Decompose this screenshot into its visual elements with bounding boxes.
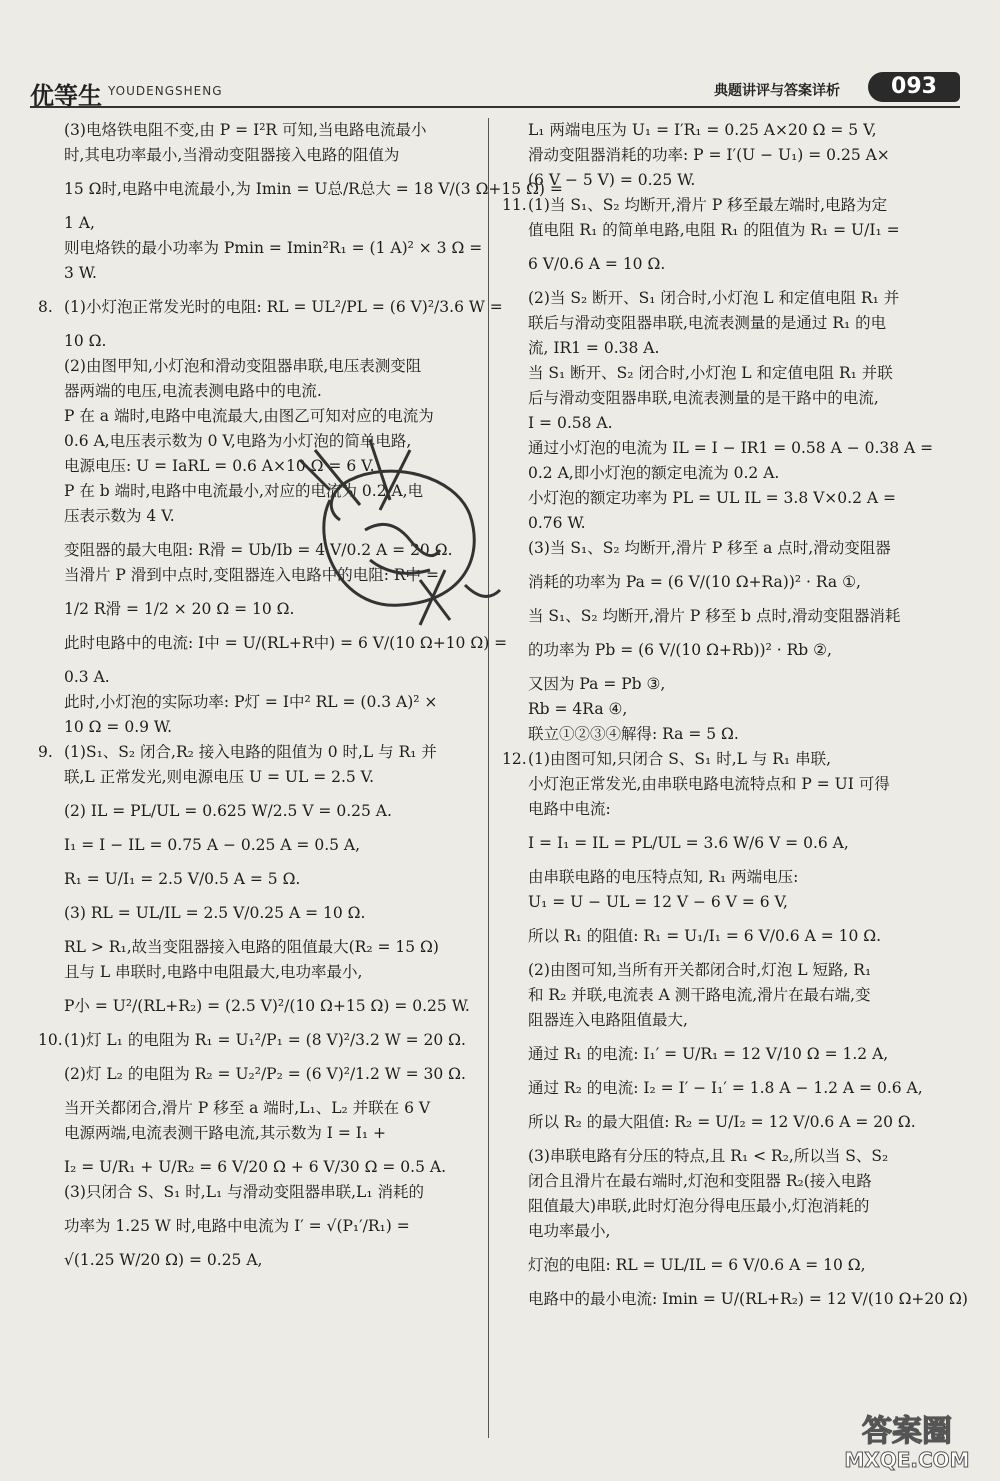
answer-line <box>38 236 483 261</box>
question-number: 9. <box>38 743 53 761</box>
answer-text: 消耗的功率为 Pa = (6 V/(10 Ω+Ra))² · Ra ①, <box>528 573 861 591</box>
answer-text: 灯泡的电阻: RL = UL/IL = 6 V/0.6 A = 10 Ω, <box>528 1256 866 1274</box>
answer-text: (2)当 S₂ 断开、S₁ 闭合时,小灯泡 L 和定值电阻 R₁ 并 <box>528 289 900 307</box>
answer-text: RL > R₁,故当变阻器接入电路的阻值最大(R₂ = 15 Ω) <box>64 938 439 956</box>
answer-text: I₁ = I − IL = 0.75 A − 0.25 A = 0.5 A, <box>64 836 361 854</box>
answer-text: 联,L 正常发光,则电源电压 U = UL = 2.5 V. <box>64 768 375 786</box>
answer-line <box>502 193 942 218</box>
answer-text: 联立①②③④解得: Ra = 5 Ω. <box>528 725 739 743</box>
answer-text: 滑动变阻器消耗的功率: P = I′(U − U₁) = 0.25 A× <box>528 146 890 164</box>
answer-line <box>502 747 942 772</box>
answer-line <box>502 1076 942 1101</box>
answer-line <box>502 486 942 511</box>
answer-line <box>502 411 942 436</box>
answer-text: 阻器连入电路阻值最大, <box>528 1011 688 1029</box>
answer-text: 0.6 A,电压表示数为 0 V,电路为小灯泡的简单电路, <box>64 432 412 450</box>
answer-text: 小灯泡的额定功率为 PL = UL IL = 3.8 V×0.2 A = <box>528 489 896 507</box>
answer-text: 功率为 1.25 W 时,电路中电流为 I′ = √(P₁′/R₁) = <box>64 1217 410 1235</box>
answer-line <box>502 672 942 697</box>
answer-text: 后与滑动变阻器串联,电流表测量的是干路中的电流, <box>528 389 879 407</box>
answer-line <box>502 1219 942 1244</box>
answer-text: 3 W. <box>64 264 97 282</box>
answer-text: 10 Ω = 0.9 W. <box>64 718 173 736</box>
answer-line <box>38 867 473 892</box>
answer-line <box>502 286 942 311</box>
answer-line <box>38 799 473 824</box>
answer-text: 通过小灯泡的电流为 IL = I − IR1 = 0.58 A − 0.38 A = <box>528 439 934 457</box>
answer-line <box>502 1253 942 1278</box>
answer-text: (3) RL = UL/IL = 2.5 V/0.25 A = 10 Ω. <box>64 904 366 922</box>
question-number: 11. <box>502 196 527 214</box>
answer-line <box>502 252 942 277</box>
answer-text: 此时,小灯泡的实际功率: P灯 = I中² RL = (0.3 A)² × <box>64 693 438 711</box>
answer-text: (2) IL = PL/UL = 0.625 W/2.5 V = 0.25 A. <box>64 802 392 820</box>
answer-text: P小 = U²/(RL+R₂) = (2.5 V)²/(10 Ω+15 Ω) = 0.25 W. <box>64 997 470 1015</box>
answer-text: 当开关都闭合,滑片 P 移至 a 端时,L₁、L₂ 并联在 6 V <box>64 1099 431 1117</box>
answer-text: (3)串联电路有分压的特点,且 R₁ < R₂,所以当 S、S₂ <box>528 1147 889 1165</box>
answer-line <box>502 1144 942 1169</box>
answer-line <box>502 436 942 461</box>
answer-text: (1)由图可知,只闭合 S、S₁ 时,L 与 R₁ 串联, <box>528 750 832 768</box>
brand-pinyin: YOUDENGSHENG <box>108 84 223 98</box>
answer-line <box>38 261 473 286</box>
answer-line <box>502 1042 942 1067</box>
answer-text: 变阻器的最大电阻: R滑 = Ub/Ib = 4 V/0.2 A = 20 Ω. <box>64 541 453 559</box>
answer-text: 电路中电流: <box>528 800 611 818</box>
answer-text: (2)灯 L₂ 的电阻为 R₂ = U₂²/P₂ = (6 V)²/1.2 W = 30 Ω. <box>64 1065 466 1083</box>
answer-line <box>502 1194 942 1219</box>
answer-text: I₂ = U/R₁ + U/R₂ = 6 V/20 Ω + 6 V/30 Ω = 0.5 A. <box>64 1158 446 1176</box>
answer-line <box>502 924 942 949</box>
answer-text: 0.76 W. <box>528 514 586 532</box>
brand-logo: 优等生 <box>30 82 102 110</box>
answer-line <box>38 740 473 765</box>
answer-line <box>38 354 473 379</box>
answer-line <box>502 536 942 561</box>
answer-text: 阻值最大)串联,此时灯泡分得电压最小,灯泡消耗的 <box>528 1197 870 1215</box>
answer-line <box>38 1248 473 1273</box>
answer-line <box>38 1121 473 1146</box>
answer-line <box>38 1028 473 1053</box>
section-title: 典题讲评与答案详析 <box>714 83 840 99</box>
question-number: 8. <box>38 298 53 316</box>
answer-text: R₁ = U/I₁ = 2.5 V/0.5 A = 5 Ω. <box>64 870 301 888</box>
answer-text: 的功率为 Pb = (6 V/(10 Ω+Rb))² · Rb ②, <box>528 641 832 659</box>
answer-line <box>38 118 473 143</box>
answer-text: (1)S₁、S₂ 闭合,R₂ 接入电路的阻值为 0 时,L 与 R₁ 并 <box>64 743 437 761</box>
answer-line <box>502 218 942 243</box>
answer-line <box>502 604 942 629</box>
answer-text: 电源两端,电流表测干路电流,其示数为 I = I₁ + <box>64 1124 386 1142</box>
answer-line <box>502 797 942 822</box>
answer-line <box>38 329 473 354</box>
answer-line <box>38 960 473 985</box>
answer-line <box>38 765 473 790</box>
answer-text: 15 Ω时,电路中电流最小,为 Imin = U总/R总大 = 18 V/(3 Ω+15 Ω) = <box>64 180 563 198</box>
column-divider <box>488 118 489 1438</box>
answer-text: 电路中的最小电流: Imin = U/(RL+R₂) = 12 V/(10 Ω+20 Ω) <box>528 1290 968 1308</box>
page-header <box>30 70 960 110</box>
answer-line <box>502 1008 942 1033</box>
answer-text: 通过 R₁ 的电流: I₁′ = U/R₁ = 12 V/10 Ω = 1.2 A, <box>528 1045 889 1063</box>
answer-text: 此时电路中的电流: I中 = U/(RL+R中) = 6 V/(10 Ω+10 Ω) = <box>64 634 508 652</box>
answer-line <box>502 168 942 193</box>
answer-text: 电源电压: U = IaRL = 0.6 A×10 Ω = 6 V. <box>64 457 375 475</box>
answer-text: 联后与滑动变阻器串联,电流表测量的是通过 R₁ 的电 <box>528 314 887 332</box>
answer-text: 当滑片 P 滑到中点时,变阻器连入电路中的电阻: R中 = <box>64 566 439 584</box>
answer-line <box>38 1214 473 1239</box>
answer-line <box>502 361 942 386</box>
answer-text: 器两端的电压,电流表测电路中的电流. <box>64 382 322 400</box>
answer-line <box>38 295 503 320</box>
answer-line <box>38 715 473 740</box>
answer-text: 值电阻 R₁ 的简单电路,电阻 R₁ 的阻值为 R₁ = U/I₁ = <box>528 221 900 239</box>
answer-line <box>502 958 942 983</box>
answer-line <box>502 772 942 797</box>
answer-line <box>502 722 942 747</box>
answer-line <box>502 1287 968 1312</box>
answer-text: 所以 R₁ 的阻值: R₁ = U₁/I₁ = 6 V/0.6 A = 10 Ω. <box>528 927 882 945</box>
answer-text: 且与 L 串联时,电路中电阻最大,电功率最小, <box>64 963 363 981</box>
answer-line <box>38 379 473 404</box>
answer-line <box>38 994 473 1019</box>
answer-text: 0.2 A,即小灯泡的额定电流为 0.2 A. <box>528 464 780 482</box>
answer-text: U₁ = U − UL = 12 V − 6 V = 6 V, <box>528 893 788 911</box>
answer-text: 时,其电功率最小,当滑动变阻器接入电路的阻值为 <box>64 146 400 164</box>
answer-line <box>38 211 473 236</box>
answer-line <box>38 935 473 960</box>
page-number: 093 <box>868 72 960 102</box>
answer-line <box>38 1180 473 1205</box>
answer-text: 通过 R₂ 的电流: I₂ = I′ − I₁′ = 1.8 A − 1.2 A = 0.6 A, <box>528 1079 923 1097</box>
answer-line <box>502 461 942 486</box>
answer-text: 0.3 A. <box>64 668 110 686</box>
question-number: 12. <box>502 750 527 768</box>
answer-text: (1)小灯泡正常发光时的电阻: RL = UL²/PL = (6 V)²/3.6 W = <box>64 298 503 316</box>
answer-text: 1 A, <box>64 214 95 232</box>
answer-line <box>502 336 942 361</box>
answer-line <box>502 890 942 915</box>
answer-text: (1)当 S₁、S₂ 均断开,滑片 P 移至最左端时,电路为定 <box>528 196 888 214</box>
answer-line <box>38 1096 473 1121</box>
answer-line <box>502 831 942 856</box>
answer-text: (2)由图可知,当所有开关都闭合时,灯泡 L 短路, R₁ <box>528 961 872 979</box>
answer-line <box>38 665 473 690</box>
answer-text: 又因为 Pa = Pb ③, <box>528 675 666 693</box>
answer-text: 闭合且滑片在最右端时,灯泡和变阻器 R₂(接入电路 <box>528 1172 872 1190</box>
answer-text: 10 Ω. <box>64 332 107 350</box>
answer-text: 6 V/0.6 A = 10 Ω. <box>528 255 666 273</box>
answer-text: I = I₁ = IL = PL/UL = 3.6 W/6 V = 0.6 A, <box>528 834 849 852</box>
answer-line <box>502 143 942 168</box>
answer-text: √(1.25 W/20 Ω) = 0.25 A, <box>64 1251 263 1269</box>
answer-text: (6 V − 5 V) = 0.25 W. <box>528 171 696 189</box>
answer-text: L₁ 两端电压为 U₁ = I′R₁ = 0.25 A×20 Ω = 5 V, <box>528 121 877 139</box>
answer-text: 流, IR1 = 0.38 A. <box>528 339 660 357</box>
answer-text: I = 0.58 A. <box>528 414 613 432</box>
answer-text: 由串联电路的电压特点知, R₁ 两端电压: <box>528 868 799 886</box>
right-column <box>502 118 968 1312</box>
svg-text:MXQE.COM: MXQE.COM <box>844 1448 970 1472</box>
answer-text: P 在 a 端时,电路中电流最大,由图乙可知对应的电流为 <box>64 407 434 425</box>
answer-line <box>38 901 473 926</box>
answer-text: 电功率最小, <box>528 1222 611 1240</box>
site-watermark-logo <box>832 1405 982 1475</box>
answer-line <box>38 143 473 168</box>
answer-line <box>502 697 942 722</box>
answer-line <box>502 865 942 890</box>
answer-text: 则电烙铁的最小功率为 Pmin = Imin²R₁ = (1 A)² × 3 Ω = <box>64 239 483 257</box>
answer-text: 1/2 R滑 = 1/2 × 20 Ω = 10 Ω. <box>64 600 295 618</box>
answer-line <box>38 631 508 656</box>
question-number: 10. <box>38 1031 63 1049</box>
answer-line <box>502 118 942 143</box>
answer-line <box>502 983 942 1008</box>
answer-text: (3)电烙铁电阻不变,由 P = I²R 可知,当电路电流最小 <box>64 121 427 139</box>
svg-text:答案圈: 答案圈 <box>862 1414 952 1449</box>
answer-line <box>38 690 473 715</box>
answer-line <box>502 638 942 663</box>
answer-text: 当 S₁、S₂ 均断开,滑片 P 移至 b 点时,滑动变阻器消耗 <box>528 607 901 625</box>
answer-text: (3)当 S₁、S₂ 均断开,滑片 P 移至 a 点时,滑动变阻器 <box>528 539 891 557</box>
answer-line <box>502 570 942 595</box>
answer-text: P 在 b 端时,电路中电流最小,对应的电流为 0.2 A,电 <box>64 482 424 500</box>
answer-line <box>38 833 473 858</box>
header-divider <box>30 106 960 108</box>
answer-text: (1)灯 L₁ 的电阻为 R₁ = U₁²/P₁ = (8 V)²/3.2 W = 20 Ω. <box>64 1031 466 1049</box>
answer-line <box>502 511 942 536</box>
answer-line <box>38 1155 473 1180</box>
answer-line <box>502 1169 942 1194</box>
answer-line <box>502 386 942 411</box>
answer-text: 小灯泡正常发光,由串联电路电流特点和 P = UI 可得 <box>528 775 890 793</box>
answer-text: 所以 R₂ 的最大阻值: R₂ = U/I₂ = 12 V/0.6 A = 20 Ω. <box>528 1113 916 1131</box>
answer-line <box>38 177 563 202</box>
answer-text: 和 R₂ 并联,电流表 A 测干路电流,滑片在最右端,变 <box>528 986 871 1004</box>
answer-text: Rb = 4Ra ④, <box>528 700 628 718</box>
pen-scribble-icon <box>270 420 520 630</box>
answer-line <box>502 1110 942 1135</box>
answer-text: (3)只闭合 S、S₁ 时,L₁ 与滑动变阻器串联,L₁ 消耗的 <box>64 1183 424 1201</box>
answer-line <box>502 311 942 336</box>
answer-text: (2)由图甲知,小灯泡和滑动变阻器串联,电压表测变阻 <box>64 357 422 375</box>
answer-line <box>38 1062 473 1087</box>
answer-text: 当 S₁ 断开、S₂ 闭合时,小灯泡 L 和定值电阻 R₁ 并联 <box>528 364 893 382</box>
answer-text: 压表示数为 4 V. <box>64 507 175 525</box>
